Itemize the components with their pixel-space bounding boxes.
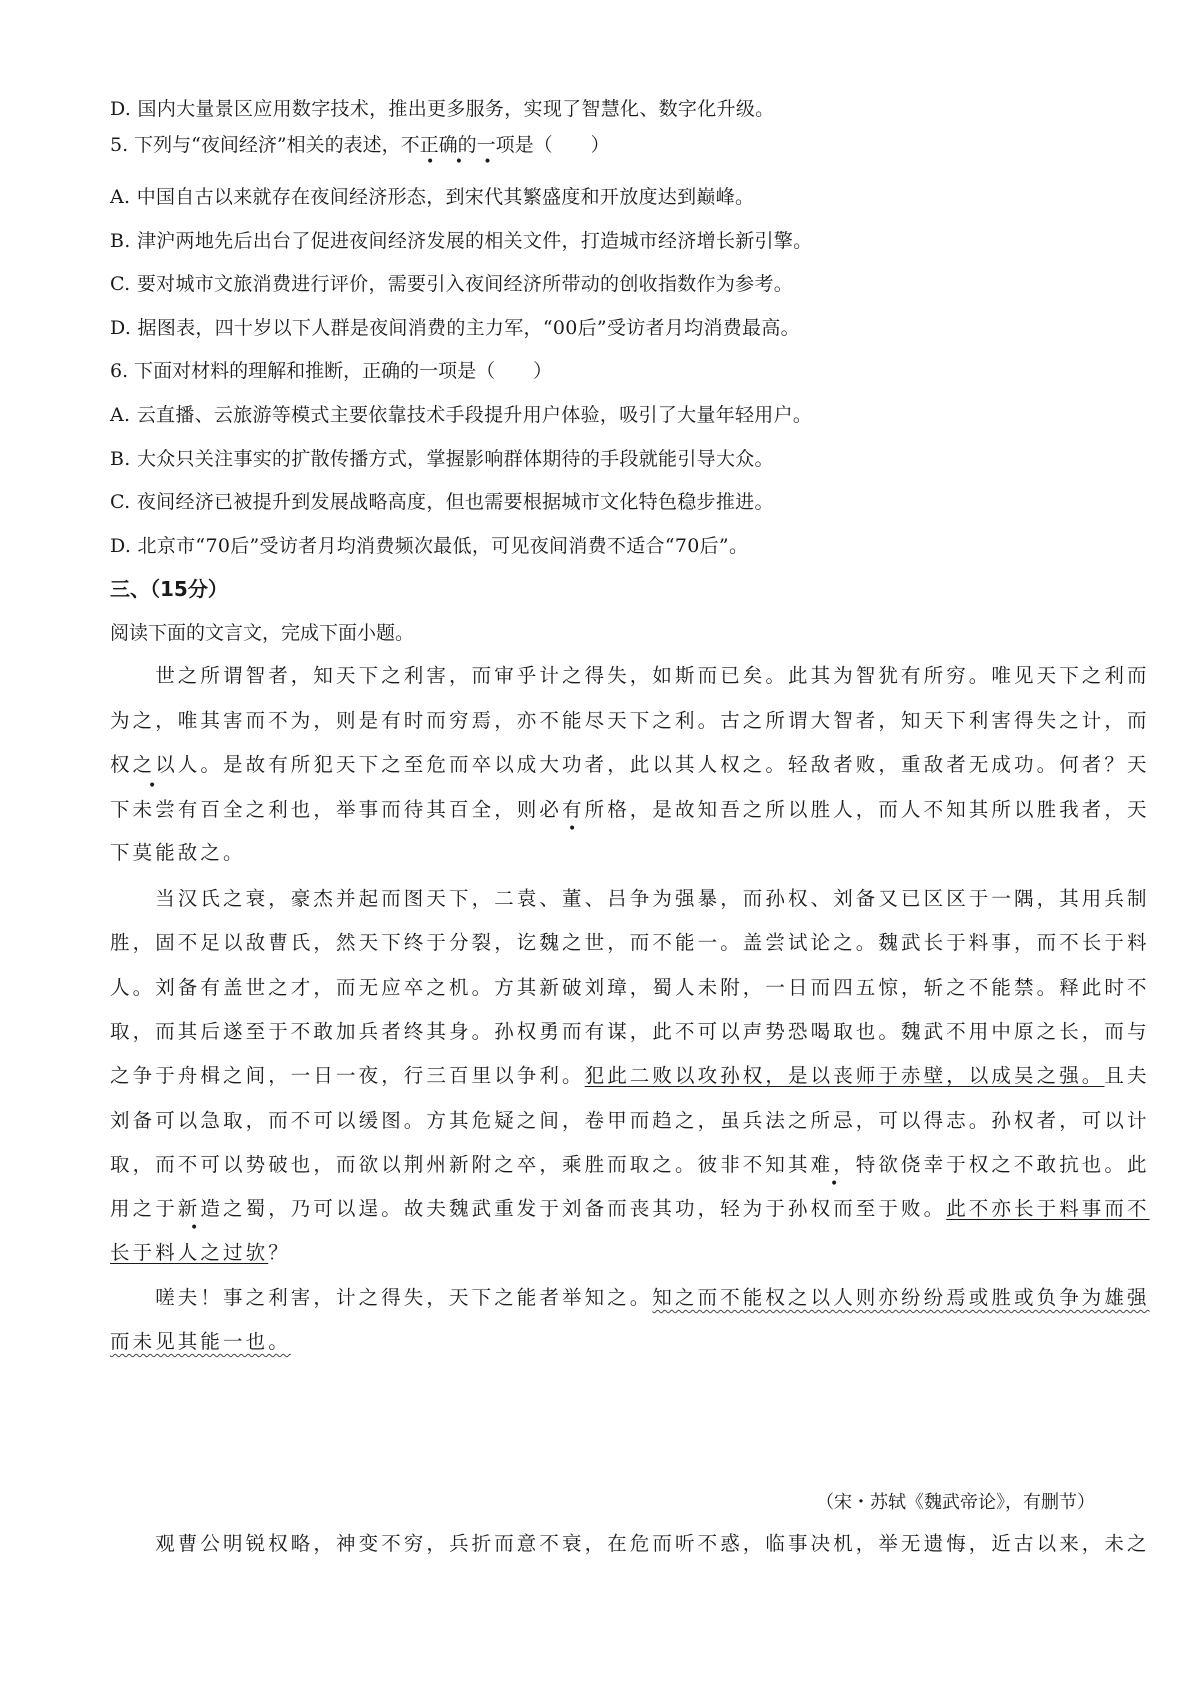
passage-line: 取，而不可以势破也，而欲以荆州新附之卒，乘胜而取之。彼非不知其难，特欲侥幸于权之不敢抗也。此 bbox=[110, 1153, 1150, 1176]
underlined-sentence-2-cont: 长于料人之过欤 bbox=[110, 1241, 269, 1264]
emphasis-dot-quan: • bbox=[148, 778, 157, 794]
passage-line: 权之以人。是故有所犯天下之至危而卒以成大功者，此以其人权之。轻敌者败，重敌者无成功。何者？天 bbox=[110, 753, 1150, 776]
passage-text: ？ bbox=[268, 1241, 291, 1264]
passage-line bbox=[110, 1196, 1150, 1222]
passage-text: 嗟夫！事之利害，计之得失，天下之能者举知之。 bbox=[110, 1286, 653, 1309]
passage-line: 观曹公明锐权略，神变不穷，兵折而意不衰，在危而听不惑，临事决机，举无遗悔，近古以来，未之 bbox=[110, 1532, 1150, 1555]
passage-line bbox=[110, 1329, 1095, 1355]
passage-line: 下莫能敌之。 bbox=[110, 841, 246, 864]
section-instruction: 阅读下面的文言文，完成下面小题。 bbox=[110, 622, 415, 644]
passage-line: 当汉氏之衰，豪杰并起而图天下，二袁、董、吕争为强暴，而孙权、刘备又已区区于一隅，其用兵制 bbox=[110, 887, 1150, 910]
passage-line: 世之所谓智者，知天下之利害，而审乎计之得失，如斯而已矣。此其为智犹有所穷。唯见天下之利而 bbox=[110, 664, 1150, 687]
q5-stem-emph: 不正确 bbox=[400, 134, 458, 156]
passage-line bbox=[110, 1063, 1150, 1089]
passage-line: 刘备可以急取，而不可以缓图。方其危疑之间，卷甲而趋之，虽兵法之所忌，可以得志。孙权者，可以计 bbox=[110, 1109, 1150, 1132]
section-heading: 三、（15分） bbox=[110, 577, 228, 601]
wavy-underlined-sentence-cont: 而未见其能一也。 bbox=[110, 1330, 291, 1353]
passage-line: 胜，固不足以敌曹氏，然天下终于分裂，讫魏之世，而不能一。盖尝试论之。魏武长于料事，而不长于料 bbox=[110, 931, 1150, 954]
q5-option-b: B. 津沪两地先后出台了促进夜间经济发展的相关文件，打造城市经济增长新引擎。 bbox=[110, 230, 813, 252]
passage-line: 取，而其后遂至于不敢加兵者终其身。孙权勇而有谋，此不可以声势恐喝取也。魏武不用中原之长，而与 bbox=[110, 1020, 1150, 1043]
underlined-sentence-2: 此不亦长于料事而不 bbox=[946, 1197, 1150, 1220]
passage-text: 且夫 bbox=[1104, 1064, 1150, 1087]
q5-option-c: C. 要对城市文旅消费进行评价，需要引入夜间经济所带动的创收指数作为参考。 bbox=[110, 273, 794, 295]
q6-option-a: A. 云直播、云旅游等模式主要依靠技术手段提升用户体验，吸引了大量年轻用户。 bbox=[110, 404, 813, 426]
passage-line: 下未尝有百全之利也，举事而待其百全，则必有所格，是故知吾之所以胜人，而人不知其所以胜我者，天 bbox=[110, 798, 1150, 821]
q5-option-d: D. 据图表，四十岁以下人群是夜间消费的主力军，“00后”受访者月均消费最高。 bbox=[110, 317, 800, 339]
q6-option-c: C. 夜间经济已被提升到发展战略高度，但也需要根据城市文化特色稳步推进。 bbox=[110, 491, 774, 513]
q6-option-b: B. 大众只关注事实的扩散传播方式，掌握影响群体期待的手段就能引导大众。 bbox=[110, 448, 774, 470]
q5-stem-pre: 5. 下列与“夜间经济”相关的表述， bbox=[110, 134, 401, 156]
q6-stem: 6. 下面对材料的理解和推断，正确的一项是（ ） bbox=[110, 360, 553, 382]
wavy-underlined-sentence: 知之而不能权之以人则亦纷纷焉或胜或负争为雄强 bbox=[652, 1286, 1150, 1309]
emphasis-dot-tiao: • bbox=[830, 1176, 839, 1192]
passage-text: 之争于舟楫之间，一日一夜，行三百里以争利。 bbox=[110, 1064, 585, 1087]
passage-line: 人。刘备有盖世之才，而无应卒之机。方其新破刘璋，蜀人未附，一日而四五惊，斩之不能禁。释此时不 bbox=[110, 976, 1150, 999]
q5-stem bbox=[110, 132, 610, 158]
passage-source: （宋・苏轼《魏武帝论》，有删节） bbox=[816, 1492, 1095, 1513]
q6-option-d: D. 北京市“70后”受访者月均消费频次最低，可见夜间消费不适合“70后”。 bbox=[110, 535, 749, 557]
underlined-sentence-1: 犯此二败以攻孙权，是以丧师于赤壁，以成吴之强。 bbox=[584, 1064, 1105, 1087]
emphasis-dots-bu-zheng-que: • • • bbox=[426, 154, 500, 170]
q4-option-d: D. 国内大量景区应用数字技术，推出更多服务，实现了智慧化、数字化升级。 bbox=[110, 98, 775, 120]
passage-line bbox=[110, 1240, 1095, 1266]
passage-line bbox=[110, 1285, 1150, 1311]
passage-line: 为之，唯其害而不为，则是有时而穷焉，亦不能尽天下之利。古之所谓大智者，知天下利害得失之计，而 bbox=[110, 709, 1150, 732]
emphasis-dot-zao: • bbox=[190, 1220, 199, 1236]
emphasis-dot-ge: • bbox=[568, 821, 577, 837]
passage-text: 用之于新造之蜀，乃可以逞。故夫魏武重发于刘备而丧其功，轻为于孙权而至于败。 bbox=[110, 1197, 947, 1220]
q5-option-a: A. 中国自古以来就存在夜间经济形态，到宋代其繁盛度和开放度达到巅峰。 bbox=[110, 186, 755, 208]
q5-stem-post: 的一项是（ ） bbox=[457, 134, 610, 156]
